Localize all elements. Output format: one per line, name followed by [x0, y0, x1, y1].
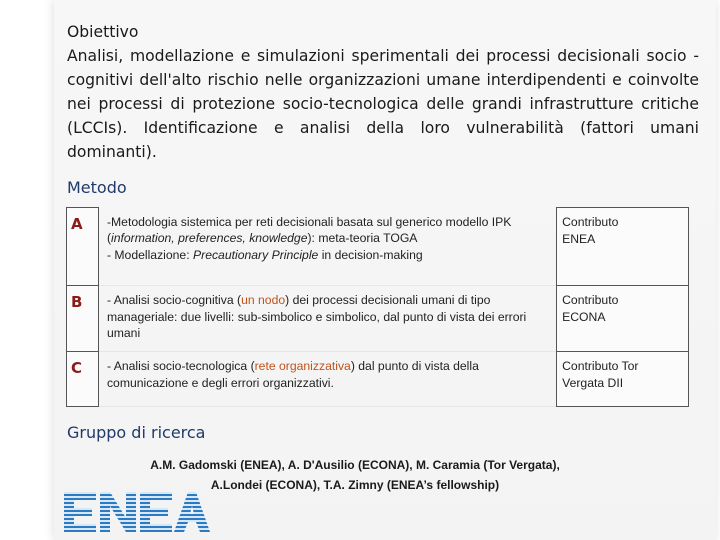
desc-line1-italic: information, preferences, knowledge	[111, 231, 308, 245]
row-letter: B	[67, 286, 99, 352]
row-contribution	[557, 286, 689, 352]
desc-line2-italic: Precautionary Principle	[193, 247, 319, 262]
objective-block	[67, 20, 699, 164]
contrib-org: ECONA	[562, 309, 606, 324]
method-title: Metodo	[67, 178, 127, 197]
team-title: Gruppo di ricerca	[67, 423, 206, 442]
contrib-org: Vergata DII	[562, 375, 624, 390]
desc-prefix: - Analisi socio-cognitiva (	[106, 293, 242, 307]
desc-prefix: - Analisi socio-tecnologica (	[106, 359, 255, 373]
desc-line1: -Metodologia sistemica per reti decisionali basata sul generico modello IPK (	[106, 214, 512, 245]
row-description	[98, 352, 556, 407]
enea-logo	[62, 486, 210, 534]
method-row-a	[67, 208, 689, 286]
row-contribution	[557, 352, 689, 407]
team-line1: A.M. Gadomski (ENEA), A. D'Ausilio (ECONA), M. Caramia (Tor Vergata),	[150, 458, 560, 472]
desc-line2: - Modellazione:	[106, 247, 193, 262]
desc-line2-end: in decision-making	[318, 247, 423, 262]
objective-text: Analisi, modellazione e simulazioni sperimentali dei processi decisionali socio -cognitivi dell'alto rischio nelle organizzazioni umane interdipendenti e coinvolte nei processi di protezione socio-tecnologica delle grandi infrastrutture critiche (LCCIs). Identificazione e analisi della loro vulnerabilità (fattori umani dominanti).	[67, 47, 699, 161]
objective-heading: Obiettivo	[67, 23, 139, 41]
desc-line1-end: ): meta-teoria TOGA	[307, 231, 418, 245]
row-letter: A	[67, 208, 99, 286]
row-letter: C	[67, 352, 99, 407]
logo-letters	[64, 492, 210, 532]
row-contribution	[557, 208, 689, 286]
team-line2: A.Londei (ECONA), T.A. Zimny (ENEA’s fellowship)	[210, 478, 500, 492]
desc-highlight: un nodo	[241, 293, 286, 307]
row-description	[98, 208, 556, 286]
method-row-c	[67, 352, 689, 407]
contrib-label: Contributo	[562, 215, 619, 229]
desc-suffix: ) dal punto di vista della comunicazione e degli errori organizzativi.	[106, 359, 479, 390]
method-table	[66, 207, 689, 407]
desc-suffix: ) dei processi decisionali umani di tipo manageriale: due livelli: sub-simbolico e simbolico, dal punto di vista dei errori umani	[106, 293, 527, 340]
desc-highlight: rete organizzativa	[254, 359, 351, 373]
row-description	[98, 286, 556, 352]
contrib-label: Contributo	[562, 293, 619, 307]
method-row-b	[67, 286, 689, 352]
contrib-org: ENEA	[562, 231, 596, 246]
contrib-label: Contributo Tor	[562, 359, 639, 373]
